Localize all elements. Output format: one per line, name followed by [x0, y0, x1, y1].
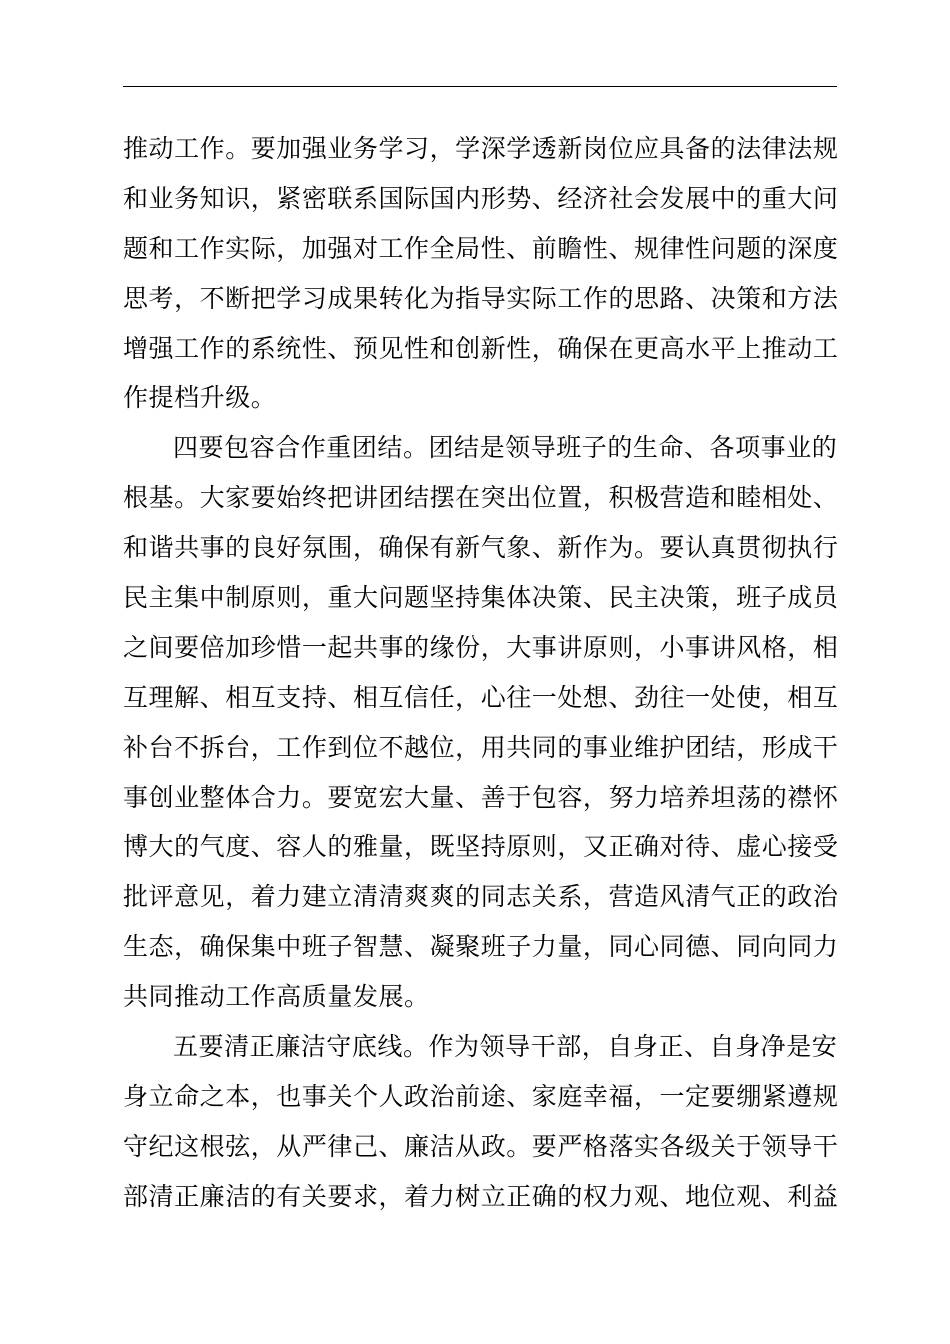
text-line: 题和工作实际，加强对工作全局性、前瞻性、规律性问题的深度: [123, 233, 839, 263]
text-line: 根基。大家要始终把讲团结摆在突出位置，积极营造和睦相处、: [123, 483, 839, 513]
text-line: 互理解、相互支持、相互信任，心往一处想、劲往一处使，相互: [123, 682, 839, 712]
text-line: 推动工作。要加强业务学习，学深学透新岗位应具备的法律法规: [123, 134, 839, 163]
text-line: 身立命之本，也事关个人政治前途、家庭幸福，一定要绷紧遵规: [123, 1081, 839, 1111]
text-line: 博大的气度、容人的雅量，既坚持原则，又正确对待、虚心接受: [123, 832, 839, 862]
paragraph-start-line: 五要清正廉洁守底线。作为领导干部，自身正、自身净是安: [173, 1032, 838, 1062]
text-line: 部清正廉洁的有关要求，着力树立正确的权力观、地位观、利益: [123, 1181, 839, 1211]
text-line: 思考，不断把学习成果转化为指导实际工作的思路、决策和方法: [123, 283, 839, 313]
text-line: 增强工作的系统性、预见性和创新性，确保在更高水平上推动工: [123, 333, 839, 363]
text-line: 事创业整体合力。要宽宏大量、善于包容，努力培养坦荡的襟怀: [123, 782, 839, 812]
text-line: 和业务知识，紧密联系国际国内形势、经济社会发展中的重大问: [123, 183, 839, 213]
body-text: [123, 124, 837, 1222]
text-line: 作提档升级。: [123, 383, 277, 413]
text-line: 补台不拆台，工作到位不越位，用共同的事业维护团结，形成干: [123, 732, 839, 762]
text-line: 民主集中制原则，重大问题坚持集体决策、民主决策，班子成员: [123, 583, 839, 613]
text-line: 之间要倍加珍惜一起共事的缘份，大事讲原则，小事讲风格，相: [123, 632, 839, 662]
paragraph-start-line: 四要包容合作重团结。团结是领导班子的生命、各项事业的: [173, 433, 838, 463]
text-line: 生态，确保集中班子智慧、凝聚班子力量，同心同德、同向同力: [123, 932, 839, 962]
header-rule: [123, 86, 837, 87]
text-line: 共同推动工作高质量发展。: [123, 982, 430, 1012]
text-line: 和谐共事的良好氛围，确保有新气象、新作为。要认真贯彻执行: [123, 533, 839, 563]
text-line: 批评意见，着力建立清清爽爽的同志关系，营造风清气正的政治: [123, 882, 839, 912]
text-line: 守纪这根弦，从严律己、廉洁从政。要严格落实各级关于领导干: [123, 1131, 839, 1161]
